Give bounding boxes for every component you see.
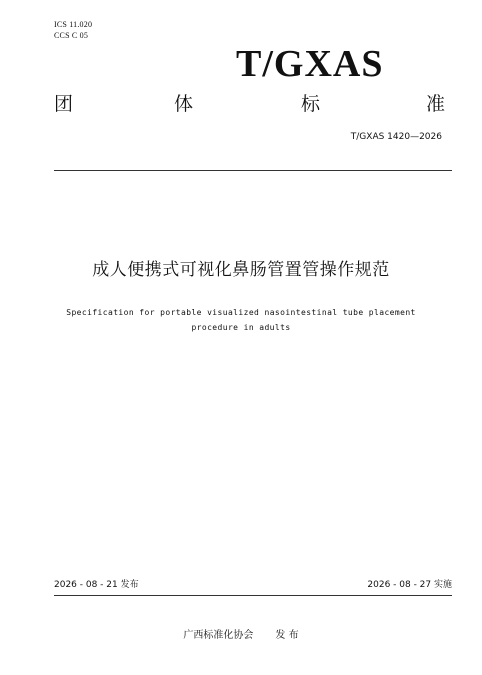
- standard-brand-logo: T/GXAS: [236, 43, 384, 85]
- standard-number: T/GXAS 1420—2026: [350, 132, 442, 142]
- publisher-action: 发 布: [275, 630, 299, 641]
- ccs-code: CCS C 05: [54, 31, 89, 40]
- org-type-char: 团: [54, 93, 74, 115]
- org-type-char: 准: [426, 93, 446, 115]
- implementation-date: 2026 - 08 - 27 实施: [367, 580, 452, 590]
- ics-code: ICS 11.020: [54, 20, 93, 29]
- title-chinese: 成人便携式可视化鼻肠管置管操作规范: [92, 260, 390, 280]
- org-type-char: 体: [174, 93, 194, 115]
- issue-date: 2026 - 08 - 21 发布: [54, 580, 139, 590]
- org-type-heading: [54, 93, 446, 115]
- publisher-name: 广西标准化协会: [183, 630, 254, 641]
- classification-codes: [54, 19, 92, 41]
- title-english-line: procedure in adults: [191, 323, 291, 332]
- bottom-divider: [54, 595, 452, 596]
- top-divider: [54, 170, 452, 171]
- publisher-line: [0, 629, 482, 643]
- org-type-char: 标: [301, 93, 321, 115]
- title-english: [30, 305, 452, 335]
- title-english-line: Specification for portable visualized nasointestinal tube placement: [66, 308, 416, 317]
